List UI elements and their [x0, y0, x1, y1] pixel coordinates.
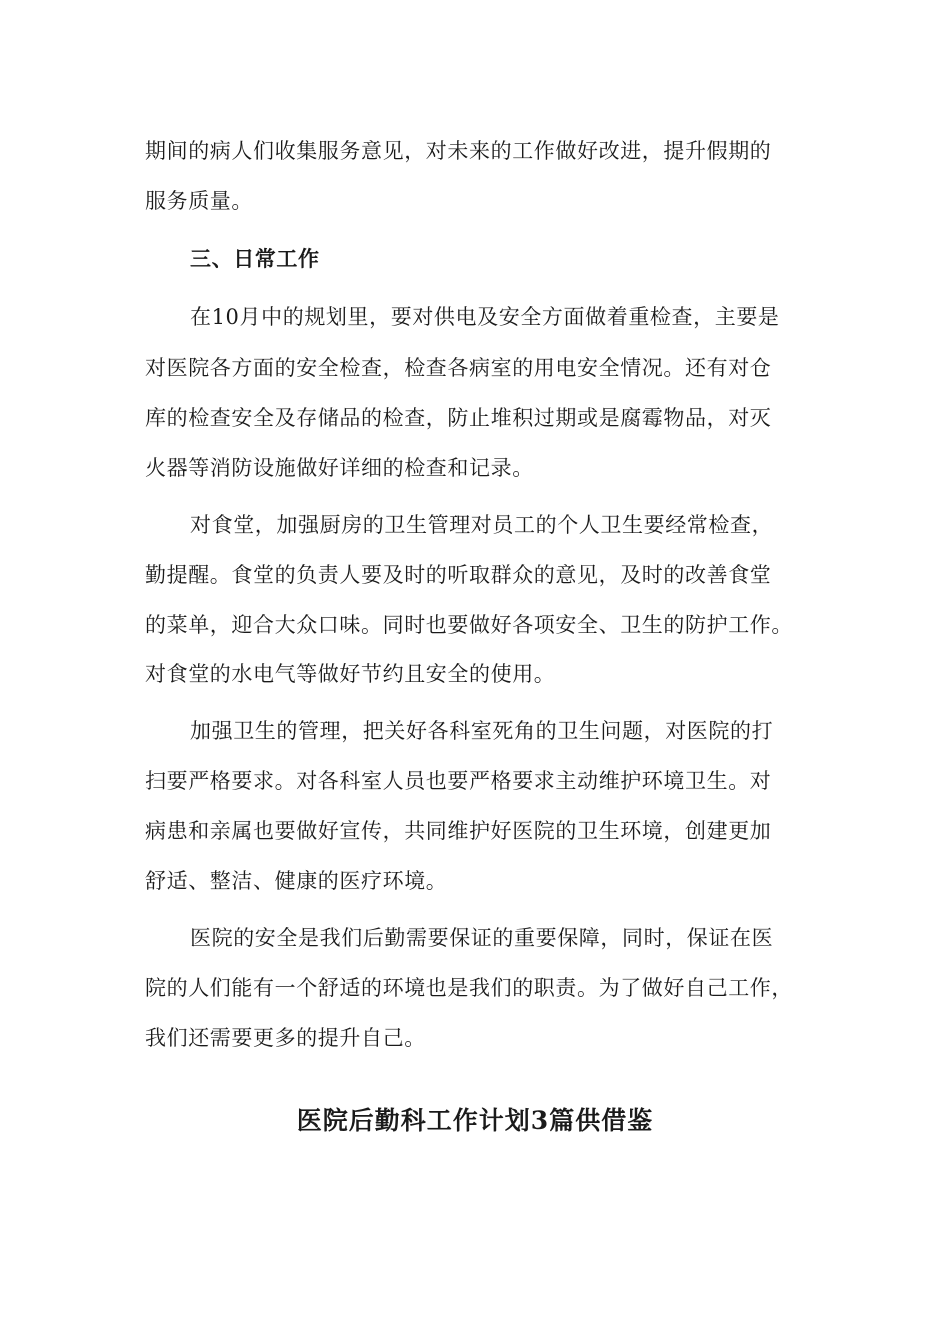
intro-line-1: 期间的病人们收集服务意见，对未来的工作做好改进，提升假期的 [145, 139, 772, 163]
paragraph-line: 对食堂，加强厨房的卫生管理对员工的个人卫生要经常检查， [190, 513, 774, 537]
paragraph-line: 我们还需要更多的提升自己。 [145, 1026, 426, 1050]
paragraph-line: 的菜单，迎合大众口味。同时也要做好各项安全、卫生的防护工作。 [145, 613, 793, 637]
paragraph-line: 火器等消防设施做好详细的检查和记录。 [145, 456, 534, 480]
paragraph-line: 病患和亲属也要做好宣传，共同维护好医院的卫生环境，创建更加 [145, 819, 772, 843]
paragraph-line: 勤提醒。食堂的负责人要及时的听取群众的意见，及时的改善食堂 [145, 563, 772, 587]
paragraph-line: 加强卫生的管理，把关好各科室死角的卫生问题，对医院的打 [190, 719, 774, 743]
next-article-title: 医院后勤科工作计划3篇供借鉴 [296, 1106, 654, 1135]
paragraph-line: 医院的安全是我们后勤需要保证的重要保障，同时，保证在医 [190, 926, 774, 950]
intro-line-2: 服务质量。 [145, 189, 253, 213]
paragraph-line: 对食堂的水电气等做好节约且安全的使用。 [145, 662, 556, 686]
paragraph-line: 院的人们能有一个舒适的环境也是我们的职责。为了做好自己工作， [145, 976, 793, 1000]
paragraph-line: 对医院各方面的安全检查，检查各病室的用电安全情况。还有对仓 [145, 356, 772, 380]
paragraph-line: 扫要严格要求。对各科室人员也要严格要求主动维护环境卫生。对 [145, 769, 772, 793]
section-heading: 三、日常工作 [190, 246, 320, 271]
paragraph-line: 在10月中的规划里，要对供电及安全方面做着重检查，主要是 [190, 305, 780, 329]
paragraph-line: 舒适、整洁、健康的医疗环境。 [145, 869, 448, 893]
paragraph-line: 库的检查安全及存储品的检查，防止堆积过期或是腐霉物品，对灭 [145, 406, 772, 430]
